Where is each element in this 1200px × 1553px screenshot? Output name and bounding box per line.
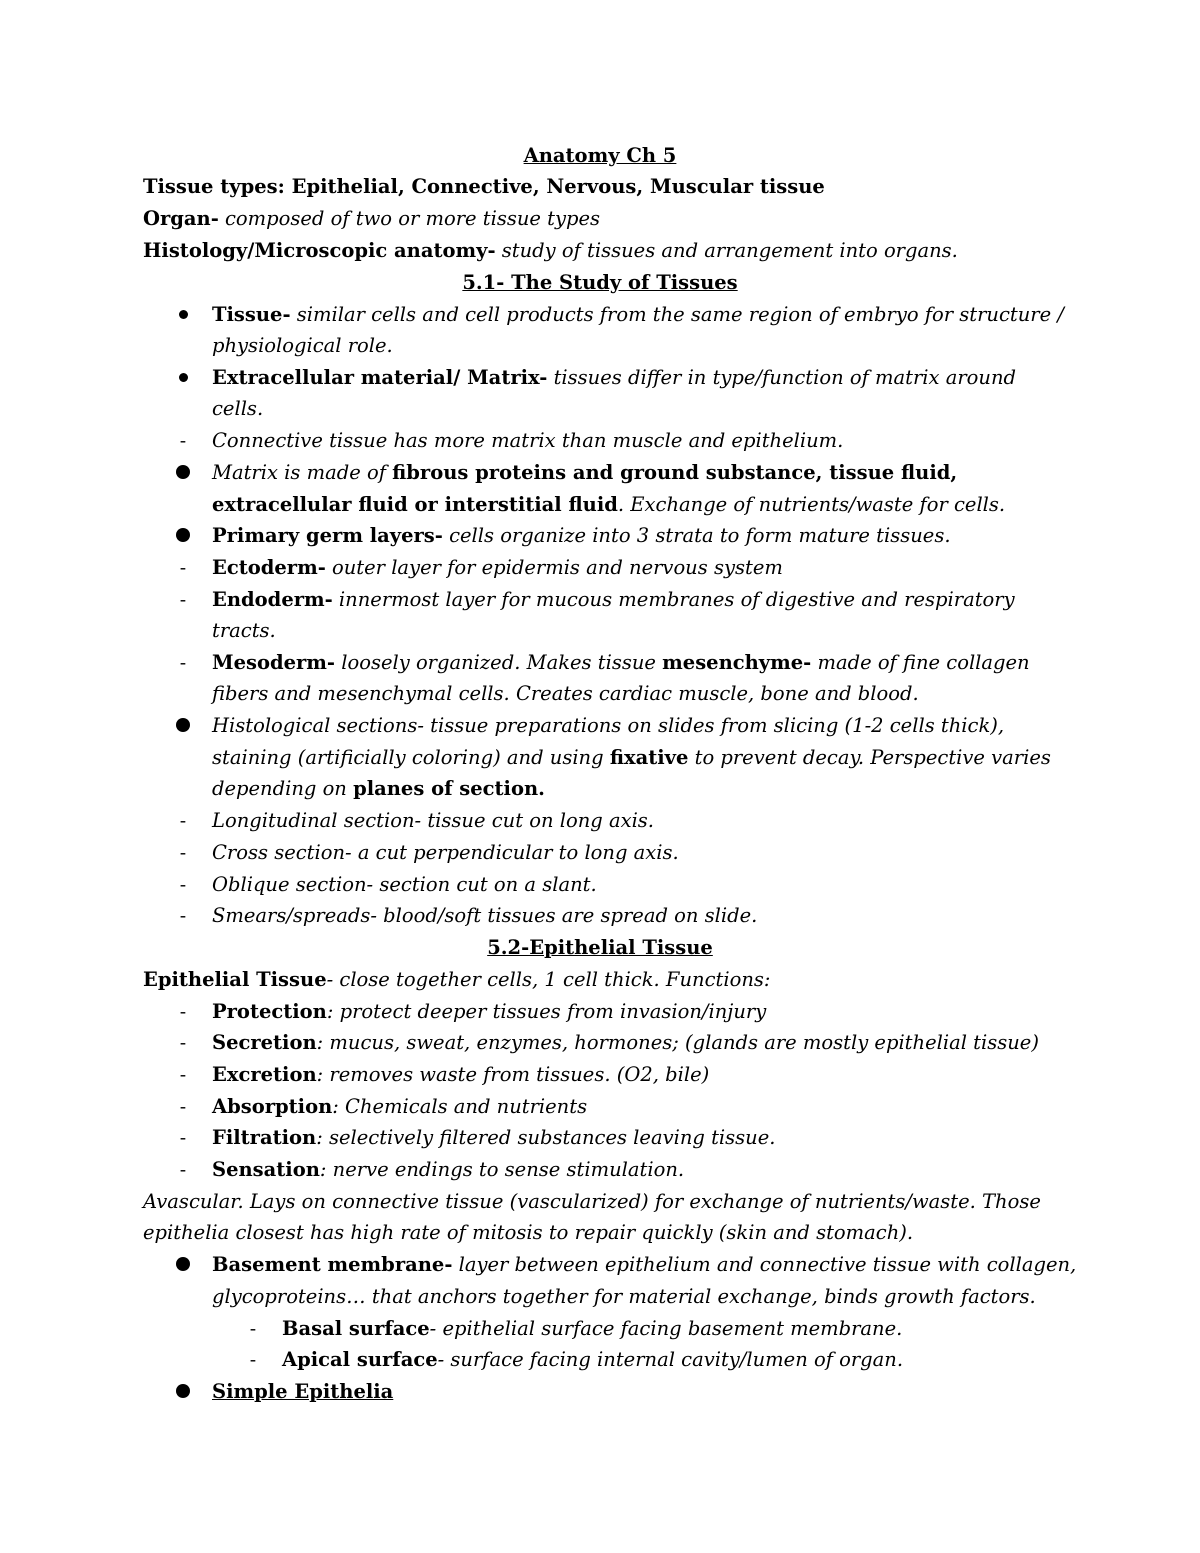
function-definition: : removes waste from tissues. (O2, bile): [316, 1063, 710, 1086]
basal-definition: - epithelial surface facing basement membrane.: [429, 1317, 903, 1340]
list-item-tissue-cont: [0, 330, 1200, 362]
avascular-text: Avascular. Lays on connective tissue (vascularized) for exchange of nutrients/waste. Those: [143, 1190, 1041, 1213]
list-item-matrix-made: [0, 457, 1200, 489]
depending-text: depending on: [212, 777, 354, 800]
tissue-definition-cont: physiological role.: [212, 334, 393, 357]
simple-epithelia-heading: Simple Epithelia: [212, 1380, 394, 1403]
function-term: Excretion: [212, 1063, 317, 1086]
dash-icon: -: [249, 1318, 257, 1340]
list-item-matrix-cont: [0, 393, 1200, 425]
function-definition: : mucus, sweat, enzymes, hormones; (glands are mostly epithelial tissue): [316, 1031, 1039, 1054]
list-item-apical: [0, 1344, 1200, 1376]
dash-icon: -: [179, 1159, 187, 1181]
function-definition: : nerve endings to sense stimulation.: [319, 1158, 685, 1181]
function-item: [0, 1027, 1200, 1059]
dash-icon: -: [179, 874, 187, 896]
bullet-icon: [168, 1249, 198, 1281]
ectoderm-definition: outer layer for epidermis and nervous system: [325, 556, 783, 579]
bullet-icon: [168, 457, 198, 489]
histological-sections-text: Histological sections- tissue preparations on slides from slicing (1-2 cells thick),: [212, 714, 1005, 737]
list-item-histological-sections-cont: [0, 742, 1200, 774]
organ-definition: composed of two or more tissue types: [218, 207, 601, 230]
tissue-definition: similar cells and cell products from the same region of embryo for structure /: [290, 303, 1064, 326]
function-term: Secretion: [212, 1031, 317, 1054]
basal-term: Basal surface: [282, 1317, 430, 1340]
list-item-basement-cont: [0, 1281, 1200, 1313]
epithelial-term: Epithelial Tissue: [143, 968, 327, 991]
ectoderm-term: Ectoderm-: [212, 556, 326, 579]
basement-term: Basement membrane-: [212, 1253, 453, 1276]
endoderm-term: Endoderm-: [212, 588, 333, 611]
list-item-ectoderm: [0, 552, 1200, 584]
dash-icon: -: [179, 1096, 187, 1118]
function-term: Sensation: [212, 1158, 320, 1181]
list-item-endoderm-cont: [0, 615, 1200, 647]
matrix-term: Extracellular material/ Matrix-: [212, 366, 548, 389]
list-item-germ-layers: [0, 520, 1200, 552]
dash-icon: -: [179, 842, 187, 864]
dash-icon: -: [179, 557, 187, 579]
function-definition: : selectively filtered substances leaving tissue.: [316, 1126, 776, 1149]
dash-icon: -: [179, 1001, 187, 1023]
dash-icon: -: [179, 1127, 187, 1149]
epithelial-definition: - close together cells, 1 cell thick. Functions:: [326, 968, 771, 991]
planes-term: planes of section: [353, 777, 539, 800]
list-item-tissue: [0, 299, 1200, 331]
epithelial-tissue-line: [0, 964, 1200, 996]
dash-icon: -: [179, 905, 187, 927]
function-definition: : Chemicals and nutrients: [332, 1095, 588, 1118]
mesenchyme-term: mesenchyme-: [662, 651, 812, 674]
list-item-oblique: [0, 869, 1200, 901]
list-item-histological-sections-cont2: [0, 773, 1200, 805]
matrix-made-lead: Matrix is made of: [212, 461, 393, 484]
function-term: Filtration: [212, 1126, 317, 1149]
bullet-icon: [168, 299, 198, 331]
list-item-cross: [0, 837, 1200, 869]
list-item-longitudinal: [0, 805, 1200, 837]
matrix-made-bold: fibrous proteins and ground substance, tissue fluid,: [392, 461, 958, 484]
germ-definition: cells organize into 3 strata to form mature tissues.: [442, 524, 951, 547]
list-item-connective: [0, 425, 1200, 457]
longitudinal-text: Longitudinal section- tissue cut on long axis.: [212, 809, 655, 832]
function-item: [0, 1154, 1200, 1186]
histology-definition: study of tissues and arrangement into organs.: [495, 239, 958, 262]
dash-icon: -: [179, 810, 187, 832]
bullet-icon: [168, 520, 198, 552]
fixative-term: fixative: [609, 746, 689, 769]
histology-term: Histology/Microscopic anatomy-: [143, 239, 496, 262]
mesoderm-definition: loosely organized. Makes tissue: [335, 651, 663, 674]
period: .: [538, 777, 545, 800]
bullet-icon: [168, 362, 198, 394]
function-item: [0, 1091, 1200, 1123]
bullet-icon: [168, 710, 198, 742]
endoderm-definition: innermost layer for mucous membranes of digestive and respiratory: [332, 588, 1015, 611]
function-item: [0, 1122, 1200, 1154]
list-item-endoderm: [0, 584, 1200, 616]
mesoderm-definition-cont: fibers and mesenchymal cells. Creates cardiac muscle, bone and blood.: [212, 682, 919, 705]
organ-line: [0, 203, 1200, 235]
tissue-term: Tissue-: [212, 303, 291, 326]
apical-term: Apical surface: [282, 1348, 438, 1371]
section-heading-5-1: 5.1- The Study of Tissues: [462, 271, 738, 294]
mesoderm-term: Mesoderm-: [212, 651, 336, 674]
dash-icon: -: [249, 1349, 257, 1371]
function-term: Protection: [212, 1000, 327, 1023]
list-item-matrix: [0, 362, 1200, 394]
function-item: [0, 996, 1200, 1028]
dash-icon: -: [179, 1032, 187, 1054]
apical-definition: - surface facing internal cavity/lumen of organ.: [437, 1348, 904, 1371]
endoderm-definition-cont: tracts.: [212, 619, 276, 642]
page-title: Anatomy Ch 5: [523, 144, 677, 167]
avascular-line-cont: [0, 1217, 1200, 1249]
matrix-definition-cont: cells.: [212, 397, 264, 420]
list-item-smears: [0, 900, 1200, 932]
list-item-mesoderm-cont: [0, 678, 1200, 710]
tissue-types-text: Tissue types: Epithelial, Connective, Nervous, Muscular tissue: [143, 175, 825, 198]
dash-icon: -: [179, 652, 187, 674]
function-definition: : protect deeper tissues from invasion/injury: [326, 1000, 767, 1023]
function-term: Absorption: [212, 1095, 333, 1118]
avascular-line: [0, 1186, 1200, 1218]
cross-text: Cross section- a cut perpendicular to long axis.: [212, 841, 679, 864]
list-item-mesoderm: [0, 647, 1200, 679]
matrix-made-bold-cont: extracellular fluid or interstitial fluid: [212, 493, 618, 516]
dash-icon: -: [179, 430, 187, 452]
function-item: [0, 1059, 1200, 1091]
list-item-basement: [0, 1249, 1200, 1281]
matrix-definition: tissues differ in type/function of matrix around: [547, 366, 1016, 389]
avascular-text-cont: epithelia closest has high rate of mitosis to repair quickly (skin and stomach).: [143, 1221, 914, 1244]
organ-term: Organ-: [143, 207, 219, 230]
germ-term: Primary germ layers-: [212, 524, 443, 547]
tissue-types-line: [0, 171, 1200, 203]
staining-text: staining (artificially coloring) and using: [212, 746, 610, 769]
dash-icon: -: [179, 1064, 187, 1086]
list-item-matrix-made-cont: [0, 489, 1200, 521]
list-item-simple-epithelia: [0, 1376, 1200, 1408]
dash-icon: -: [179, 589, 187, 611]
histology-line: [0, 235, 1200, 267]
list-item-histological-sections: [0, 710, 1200, 742]
bullet-icon: [168, 1376, 198, 1408]
basement-definition: layer between epithelium and connective tissue with collagen,: [452, 1253, 1077, 1276]
smears-text: Smears/spreads- blood/soft tissues are spread on slide.: [212, 904, 758, 927]
matrix-made-tail: . Exchange of nutrients/waste for cells.: [617, 493, 1006, 516]
connective-note: Connective tissue has more matrix than muscle and epithelium.: [212, 429, 844, 452]
basement-definition-cont: glycoproteins… that anchors together for material exchange, binds growth factors.: [212, 1285, 1036, 1308]
decay-text: to prevent decay. Perspective varies: [688, 746, 1051, 769]
list-item-basal: [0, 1313, 1200, 1345]
oblique-text: Oblique section- section cut on a slant.: [212, 873, 597, 896]
mesenchyme-definition: made of fine collagen: [811, 651, 1030, 674]
section-heading-5-2: 5.2-Epithelial Tissue: [487, 936, 713, 959]
